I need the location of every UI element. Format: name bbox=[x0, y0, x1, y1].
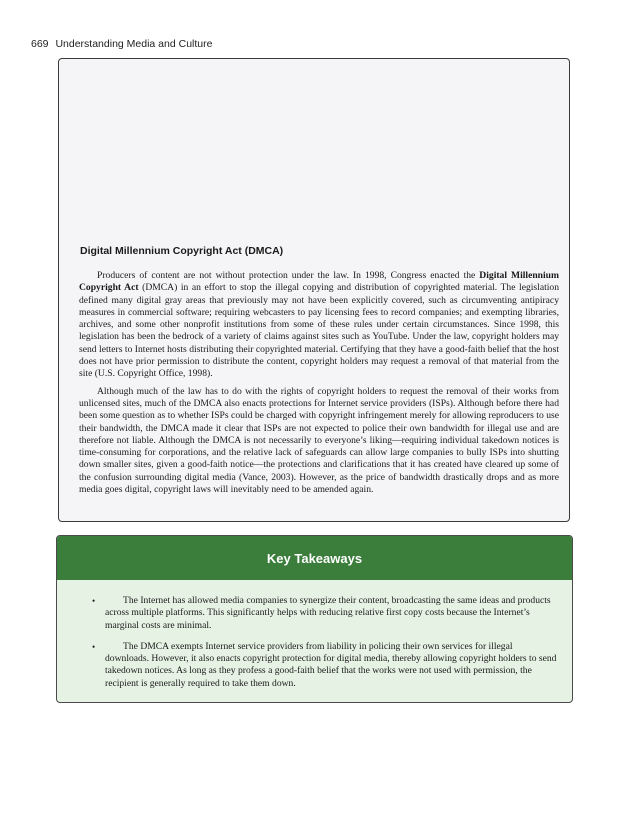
list-item bbox=[92, 640, 557, 690]
page-number: 669 bbox=[31, 38, 49, 50]
takeaway-text-1: The Internet has allowed media companies to synergize their content, broadcasting the same ideas and products across multiple platforms. This significantly helps with reducing relative first copy costs because the Internet’s marginal costs are minimal. bbox=[105, 595, 551, 631]
bullet-icon: • bbox=[92, 596, 96, 606]
dmca-paragraph-2: Although much of the law has to do with the rights of copyright holders to request the removal of their works from unlicensed sites, much of the DMCA also enacts protections for Internet service providers (ISPs). Although before there had been some question as to whether ISPs could be charged with copyright infringement merely for allowing reproducers to use their bandwidth, the DMCA made it clear that ISPs are not expected to police their own bandwidth for illegal use and are therefore not liable. Although the DMCA is not necessarily to everyone’s liking—requiring individual takedown notices is time-consuming for corporations, and the relative lack of safeguards can allow large companies to bully ISPs into shutting down smaller sites, given a good-faith notice—the protections and clarifications that it has created have cleared up some of the confusion surrounding digital media (Vance, 2003). However, as the price of bandwidth drastically drops and as more media goes digital, copyright laws will inevitably need to be amended again. bbox=[79, 385, 559, 496]
paragraph-1-rest: (DMCA) in an effort to stop the illegal copying and distribution of copyrighted material. The legislation defined many digital gray areas that previously may not have been explicitly covered, such as circumventing antipiracy measures in commercial software; requiring webcasters to pay licensing fees to record companies; and exempting libraries, archives, and some other nonprofit institutions from some of these rules under certain circumstances. Since 1998, this legislation has been the bedrock of a variety of claims against sites such as YouTube. Under the law, copyright holders may send letters to Internet hosts distributing their copyrighted material. Certifying that they have a good-faith belief that the host does not have prior permission to distribute the content, copyright holders may request a removal of that material from the site (U.S. Copyright Office, 1998). bbox=[79, 282, 560, 380]
bullet-icon: • bbox=[92, 641, 96, 652]
takeaway-text-2: The DMCA exempts Internet service providers from liability in policing their own services for illegal downloads. However, it also enacts copyright protection for digital media, thereby allowing copyright holders to send takedown notices. As long as they profess a good-faith belief that the works were not used with permission, the recipient is generally required to take them down. bbox=[105, 640, 557, 689]
dmca-text-box bbox=[58, 58, 570, 522]
dmca-heading: Digital Millennium Copyright Act (DMCA) bbox=[80, 245, 284, 257]
list-item bbox=[92, 595, 557, 632]
key-takeaways-title: Key Takeaways bbox=[57, 536, 572, 580]
key-takeaways-box bbox=[56, 535, 573, 703]
key-takeaways-list bbox=[92, 595, 557, 699]
running-head bbox=[31, 38, 212, 50]
key-term-dmca: Digital Millennium Copyright Act bbox=[79, 270, 559, 294]
book-title: Understanding Media and Culture bbox=[55, 38, 213, 50]
dmca-body bbox=[79, 270, 559, 501]
paragraph-1-intro: Producers of content are not without protection under the law. In 1998, Congress enacted the bbox=[97, 270, 480, 281]
dmca-paragraph-1 bbox=[79, 270, 559, 381]
